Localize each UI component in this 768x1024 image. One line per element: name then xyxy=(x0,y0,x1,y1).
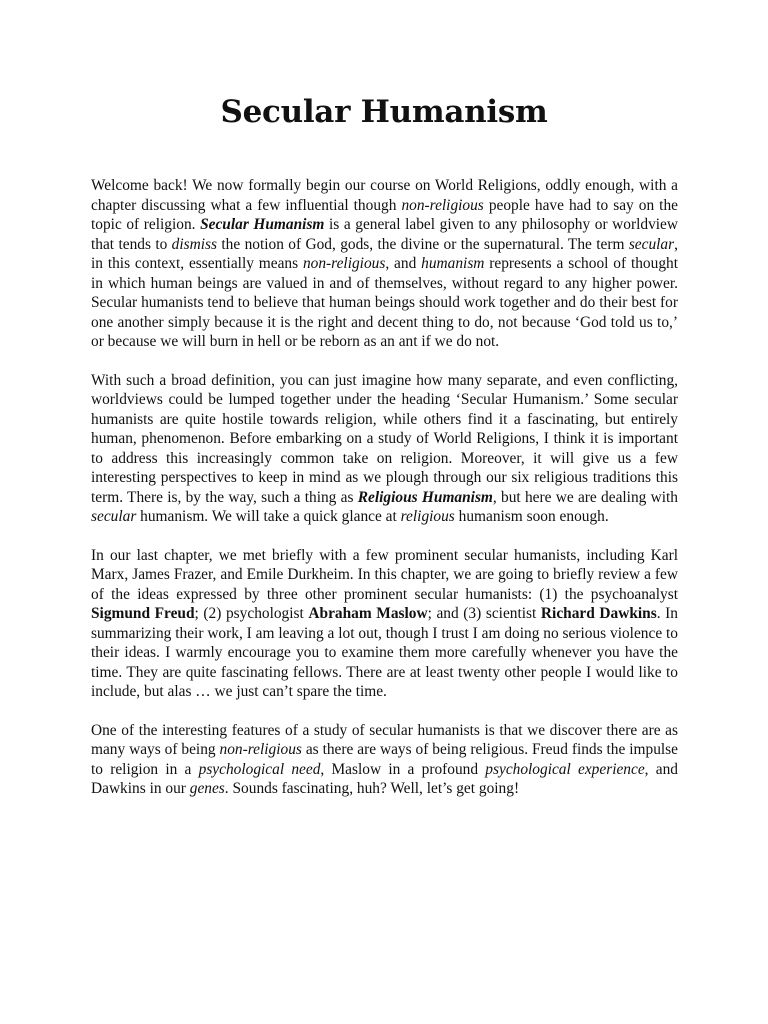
paragraph-text: ; and (3) scientist xyxy=(427,605,541,622)
paragraph-text: represents a school of thought in which human beings are valued in and of themselves, without regard to any higher power. Secular humanists tend to believe that human beings should work together and do their best for one another simply because it is the right and decent thing to do, not because ‘God told us to,’ or because we will burn in hell or be reborn as an ant if we do not. xyxy=(91,255,678,350)
italic-term: religious xyxy=(400,508,455,525)
paragraph-text: humanism soon enough. xyxy=(454,508,609,525)
paragraph-text: ; (2) psychologist xyxy=(194,605,309,622)
bold-term: Sigmund Freud xyxy=(91,605,195,622)
paragraph-text: , but here we are dealing with xyxy=(492,488,678,506)
italic-term: psychological need xyxy=(198,760,321,778)
italic-term: secular xyxy=(91,508,137,525)
paragraph-text: is a general label given to any philosophy or worldview that tends to xyxy=(91,216,678,253)
bold-italic-term: Secular Humanism xyxy=(200,216,325,233)
italic-term: humanism xyxy=(421,255,485,272)
paragraph-4 xyxy=(91,721,678,799)
bold-term: Richard Dawkins xyxy=(540,605,657,622)
paragraph-text: the notion of God, gods, the divine or the supernatural. The term xyxy=(217,235,629,253)
italic-term: non-religious xyxy=(219,741,302,758)
bold-term: Abraham Maslow xyxy=(308,605,428,622)
paragraph-text: people have had to say on the topic of religion. xyxy=(91,196,678,233)
italic-term: dismiss xyxy=(171,235,218,253)
paragraph-text: , and Dawkins in our xyxy=(91,760,678,797)
italic-term: non-religious xyxy=(302,255,386,272)
italic-term: non-religious xyxy=(401,196,484,214)
paragraph-text: , Maslow in a profound xyxy=(320,760,486,778)
paragraph-text: . In summarizing their work, I am leaving a lot out, though I trust I am doing no serious violence to their ideas. I warmly encourage you to examine them more carefully whenever you have the time. They are quite fascinating fellows. There are at least twenty other people I would like to include, but alas … we just can’t spare the time. xyxy=(91,605,678,700)
paragraph-text: humanism. We will take a quick glance at xyxy=(136,508,401,525)
paragraph-text: , in this context, essentially means xyxy=(91,235,678,272)
paragraph-text: , and xyxy=(385,255,422,272)
italic-term: psychological experience xyxy=(485,760,645,778)
paragraph-text: With such a broad definition, you can just imagine how many separate, and even conflicting, worldviews could be lumped together under the heading ‘Secular Humanism.’ Some secular humanists are quite hostile towards religion, while others find it a fascinating, but entirely human, phenomenon. Before embarking on a study of World Religions, I think it is important to address this increasingly common take on religion. Moreover, it will give us a few interesting perspectives to keep in mind as we plough through our six religious traditions this term. There is, by the way, such a thing as xyxy=(91,371,678,506)
document-body xyxy=(91,176,678,818)
paragraph-text: Welcome back! We now formally begin our course on World Religions, oddly enough, with a chapter discussing what a few influential though xyxy=(91,177,678,214)
paragraph-3 xyxy=(91,546,678,702)
paragraph-2 xyxy=(91,371,678,527)
bold-italic-term: Religious Humanism xyxy=(357,488,493,506)
paragraph-text: One of the interesting features of a study of secular humanists is that we discover there are as many ways of being xyxy=(91,721,678,758)
paragraph-text: as there are ways of being religious. Freud finds the impulse to religion in a xyxy=(91,741,678,778)
document-title: Secular Humanism xyxy=(220,94,548,130)
paragraph-1 xyxy=(91,176,678,352)
paragraph-text: . Sounds fascinating, huh? Well, let’s get going! xyxy=(224,780,520,797)
italic-term: genes xyxy=(189,780,225,797)
italic-term: secular xyxy=(628,235,675,253)
paragraph-text: In our last chapter, we met briefly with a few prominent secular humanists, including Karl Marx, James Frazer, and Emile Durkheim. In this chapter, we are going to briefly review a few of the ideas expressed by three other prominent secular humanists: (1) the psychoanalyst xyxy=(91,546,678,603)
